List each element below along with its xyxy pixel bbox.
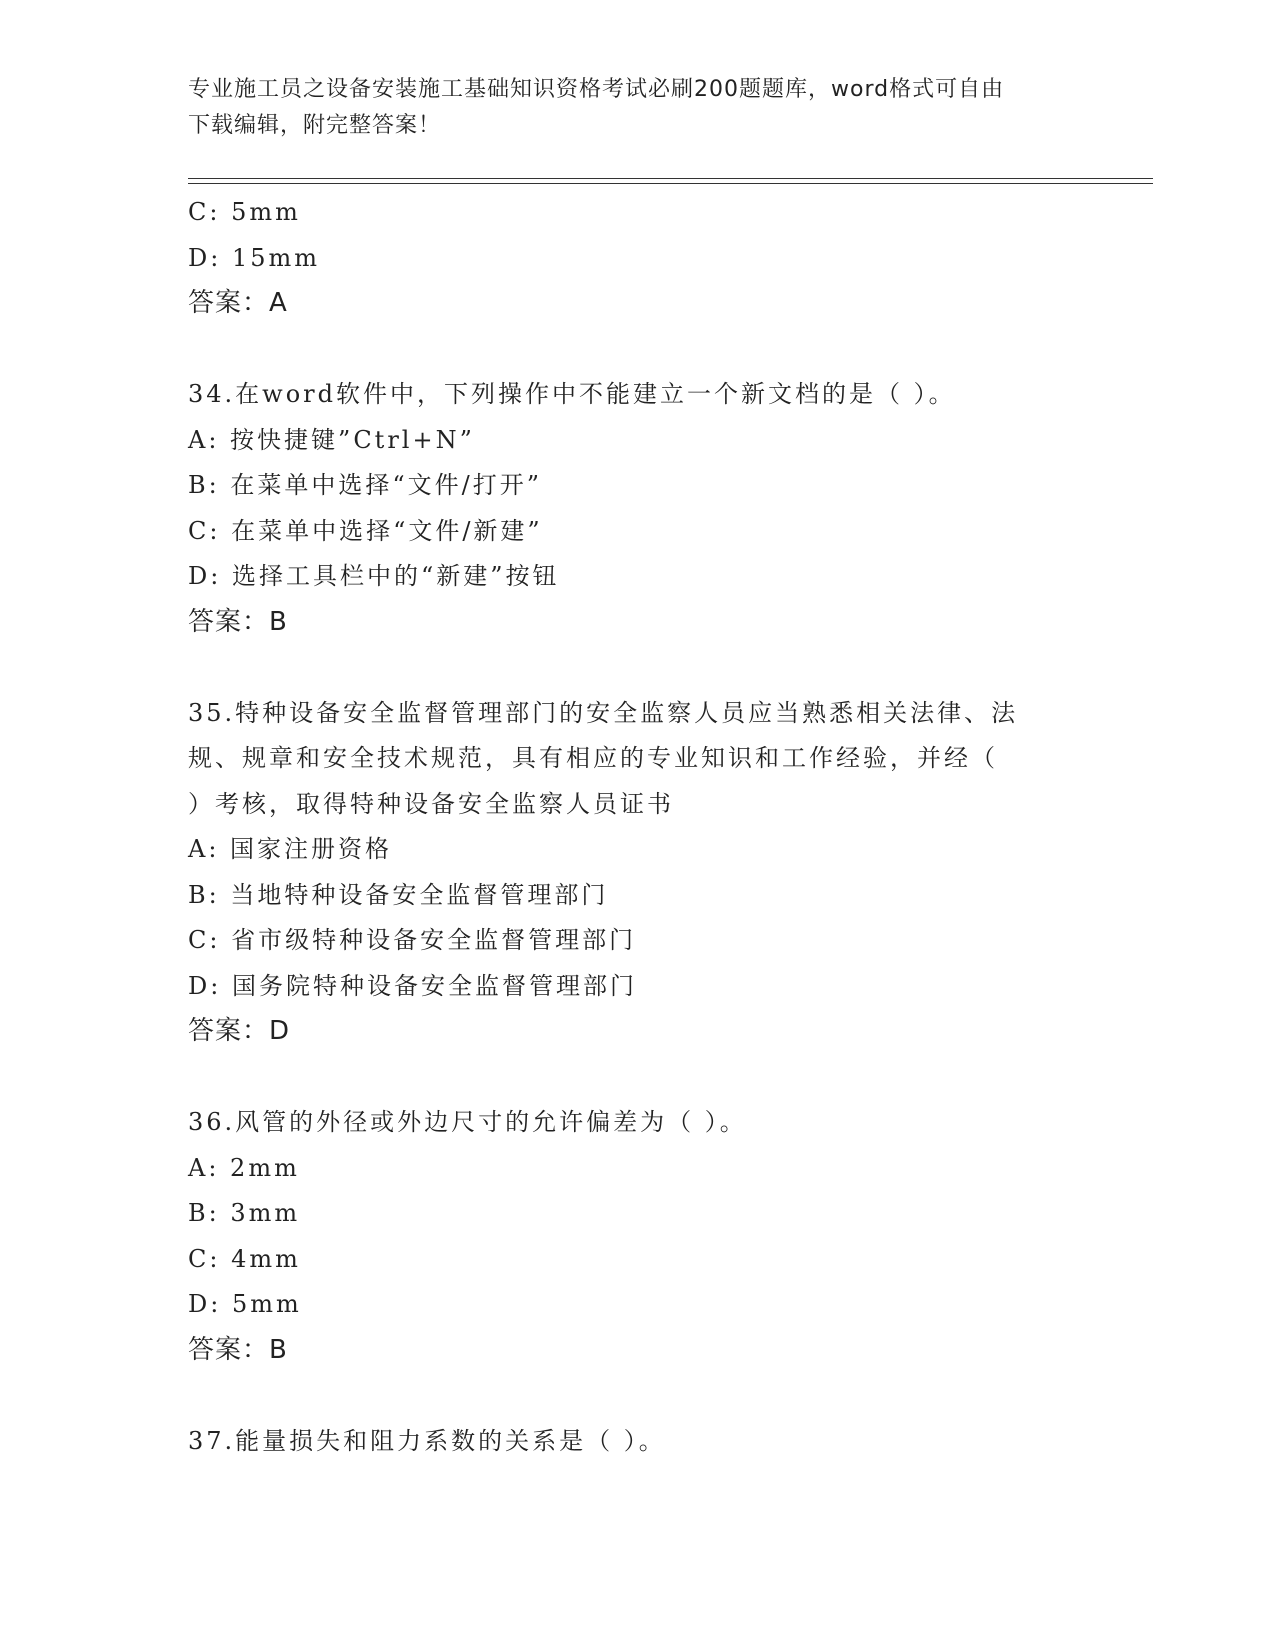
question-content <box>188 190 1088 1464</box>
answer: 答案：B <box>188 606 288 637</box>
option-c: C: 在菜单中选择“文件/新建” <box>188 516 543 545</box>
question-stem-line-2: 规、规章和安全技术规范，具有相应的专业知识和工作经验，并经（ <box>188 744 998 772</box>
question-stem-line-3: ）考核，取得特种设备安全监察人员证书 <box>188 789 674 818</box>
answer: 答案：B <box>188 1334 288 1365</box>
question-36 <box>188 1100 1088 1373</box>
question-37 <box>188 1419 1088 1465</box>
option-d: D: 选择工具栏中的“新建”按钮 <box>188 562 560 590</box>
question-stem: 34.在word软件中，下列操作中不能建立一个新文档的是（ ）。 <box>188 380 956 408</box>
prev-option-d: D: 15mm <box>188 243 321 272</box>
prev-option-c: C: 5mm <box>188 198 301 226</box>
option-d: D: 5mm <box>188 1290 302 1318</box>
spacer <box>188 1055 1088 1101</box>
header-divider-bottom <box>188 183 1153 184</box>
option-b: B: 当地特种设备安全监督管理部门 <box>188 880 609 909</box>
option-a: A: 2mm <box>188 1153 300 1182</box>
spacer <box>188 1373 1088 1419</box>
header-title-line-2: 下载编辑，附完整答案！ <box>188 113 442 138</box>
option-a: A: 国家注册资格 <box>188 835 393 863</box>
option-b: B: 在菜单中选择“文件/打开” <box>188 471 542 499</box>
page-header <box>188 72 1068 144</box>
spacer <box>188 645 1088 691</box>
option-a: A: 按快捷键”Ctrl+N” <box>188 425 475 454</box>
question-35 <box>188 691 1088 1055</box>
answer: 答案：D <box>188 1016 291 1046</box>
option-d: D: 国务院特种设备安全监督管理部门 <box>188 971 637 1000</box>
option-c: C: 4mm <box>188 1244 301 1273</box>
header-title-line-1: 专业施工员之设备安装施工基础知识资格考试必刷200题题库，word格式可自由 <box>188 77 1005 102</box>
prev-answer: 答案：A <box>188 288 288 318</box>
option-c: C: 省市级特种设备安全监督管理部门 <box>188 926 637 954</box>
question-34 <box>188 372 1088 645</box>
option-b: B: 3mm <box>188 1199 301 1227</box>
spacer <box>188 327 1088 373</box>
question-stem-line-1: 35.特种设备安全监督管理部门的安全监察人员应当熟悉相关法律、法 <box>188 698 1019 727</box>
question-stem: 36.风管的外径或外边尺寸的允许偏差为（ ）。 <box>188 1108 747 1136</box>
header-divider-top <box>188 178 1153 179</box>
question-stem: 37.能量损失和阻力系数的关系是（ ）。 <box>188 1426 666 1455</box>
